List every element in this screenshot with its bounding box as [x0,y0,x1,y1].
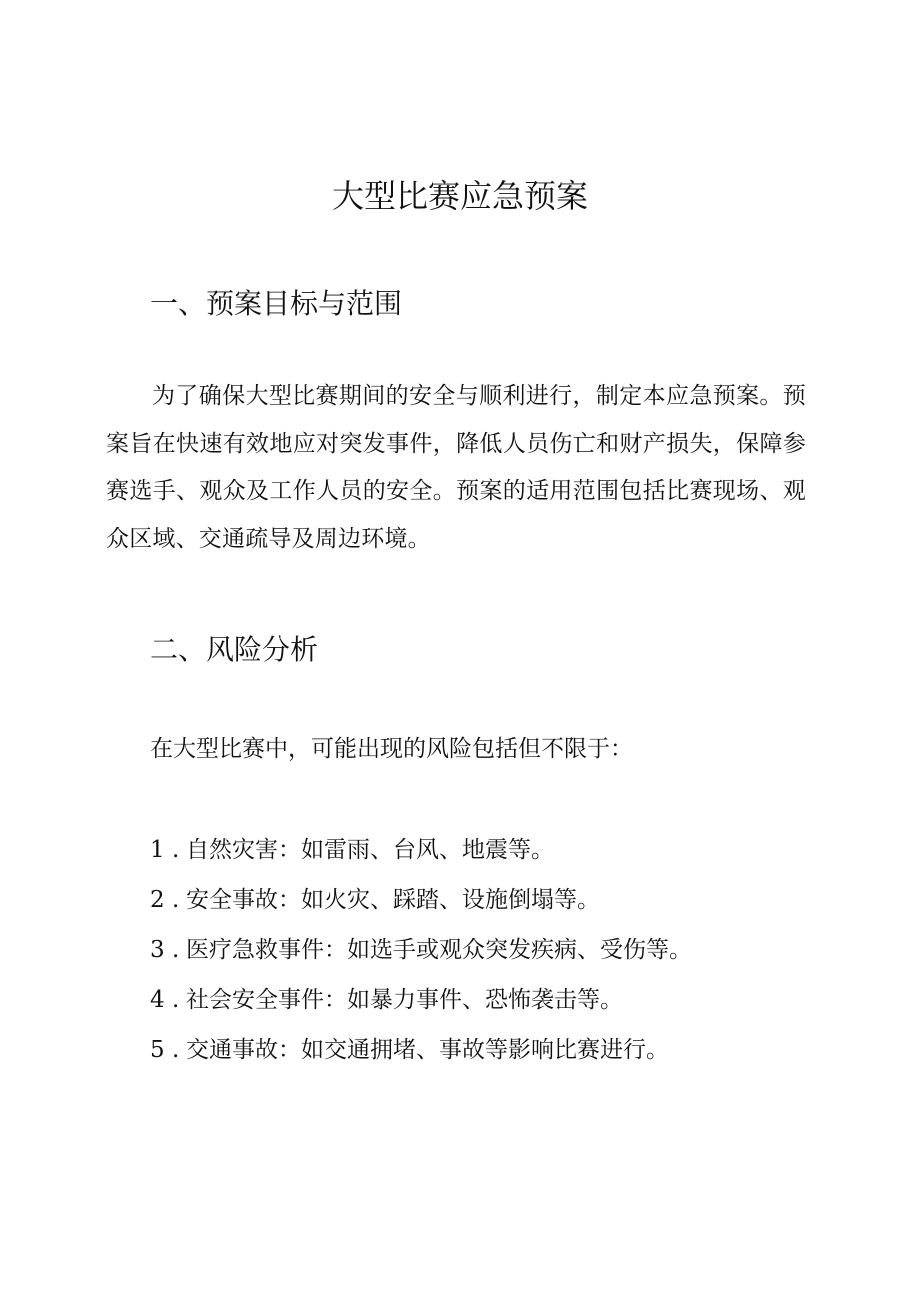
risk-list [150,830,692,1080]
document-title: 大型比赛应急预案 [331,177,588,215]
risk-list-item: 3 . 医疗急救事件：如选手或观众突发疾病、受伤等。 [150,930,692,980]
risk-list-item: 4 . 社会安全事件：如暴力事件、恐怖袭击等。 [150,980,692,1030]
risk-item-number: 2 [150,887,165,913]
risk-item-number: 1 [150,837,165,863]
section-heading-goals-scope: 一、预案目标与范围 [150,287,403,320]
risk-item-text: 社会安全事件：如暴力事件、恐怖袭击等。 [186,987,623,1013]
section-paragraph-goals-scope: 为了确保大型比赛期间的安全与顺利进行，制定本应急预案。预案旨在快速有效地应对突发事件，降低人员伤亡和财产损失，保障参赛选手、观众及工作人员的安全。预案的适用范围包括比赛现场、观众区域、交通疏导及周边环境。 [106,383,806,552]
risk-list-item: 2 . 安全事故：如火灾、踩踏、设施倒塌等。 [150,880,692,930]
risk-intro-text: 在大型比赛中，可能出现的风险包括但不限于： [150,736,633,762]
risk-item-text: 自然灾害：如雷雨、台风、地震等。 [186,837,554,863]
risk-list-item: 5 . 交通事故：如交通拥堵、事故等影响比赛进行。 [150,1030,692,1080]
risk-item-text: 安全事故：如火灾、踩踏、设施倒塌等。 [186,887,600,913]
risk-item-text: 交通事故：如交通拥堵、事故等影响比赛进行。 [186,1037,669,1063]
risk-item-number: 4 [150,987,165,1013]
risk-item-number: 5 [150,1037,165,1063]
risk-item-text: 医疗急救事件：如选手或观众突发疾病、受伤等。 [186,937,692,963]
risk-item-number: 3 [150,937,165,963]
section-heading-risk-analysis: 二、风险分析 [150,633,319,666]
risk-list-item: 1 . 自然灾害：如雷雨、台风、地震等。 [150,830,692,880]
